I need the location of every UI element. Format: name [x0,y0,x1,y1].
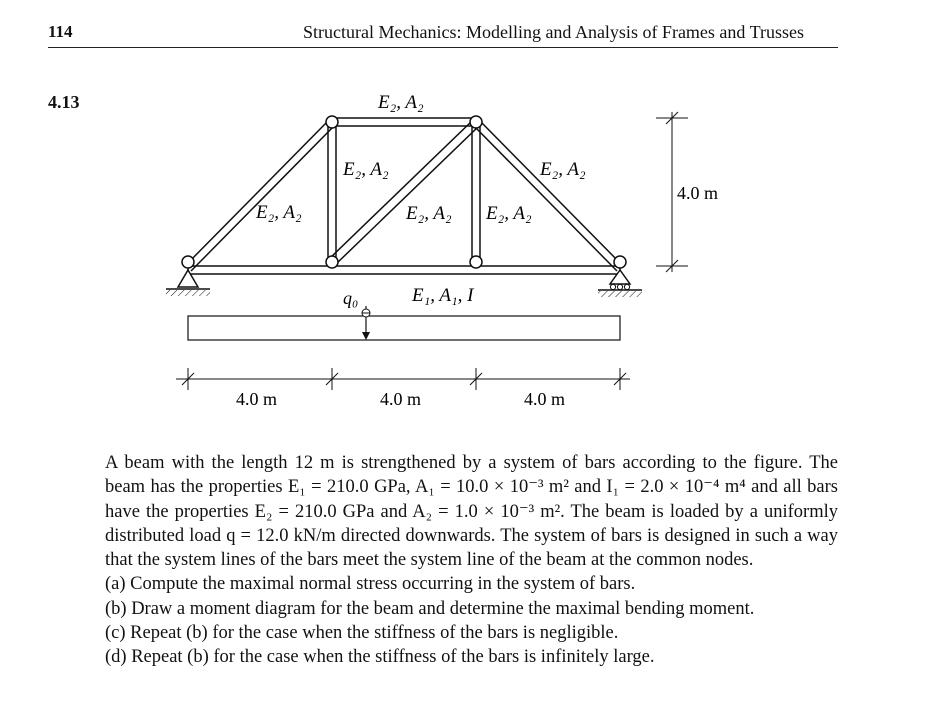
top-chord-label: E₂, A₂ [378,92,424,113]
left-vertical-bar [328,122,336,262]
hinge-node [326,256,338,268]
middle-diagonal-label: E₂, A₂ [406,203,452,224]
hinge-node [182,256,194,268]
hinge-node [326,116,338,128]
height-dimension-label: 4.0 m [677,183,719,203]
page-number: 114 [48,22,73,41]
beam-label: E₁, A₁, I [412,285,474,306]
right-vertical-bar [472,122,480,262]
distributed-load-block [188,316,620,340]
problem-part: (d) Repeat (b) for the case when the stiffness of the bars is infinitely large. [105,647,655,668]
hinge-node [470,116,482,128]
right-diagonal-bar [473,120,623,271]
problem-part: (b) Draw a moment diagram for the beam and determine the maximal bending moment. [105,598,755,619]
span-dimension-label: 4.0 m [524,389,566,409]
right-vertical-label: E₂, A₂ [486,203,532,224]
left-diagonal-bar [185,120,335,271]
middle-diagonal-bar [329,120,479,265]
hinge-node [614,256,626,268]
problem-statement: A beam with the length 12 m is strengthened by a system of bars according to the figure. The beam has the properties E₁ = 210.0 GPa, A₁ = 10.0 × 10⁻³ m² and I₁ = 2.0 × 10⁻⁴ m⁴ and all bars have the properties E₂ = 210.0 GPa and A₂ = 1.0 × 10⁻³ m². The beam is loaded by a uniformly distributed load q = 12.0 kN/m directed downwards. The system of bars is designed in such a way that the system lines of the bars meet the system line of the beam at the common nodes. [105,453,838,571]
right-diagonal-label: E₂, A₂ [540,159,586,180]
problem-number: 4.13 [48,92,80,112]
problem-part: (a) Compute the maximal normal stress occurring in the system of bars. [105,574,636,595]
load-label: q₀ [343,288,359,308]
problem-part: (c) Repeat (b) for the case when the stiffness of the bars is negligible. [105,623,619,644]
span-dimension-label: 4.0 m [236,389,278,409]
beam [188,266,620,274]
span-dimension-line [176,368,630,390]
problem-parts [105,572,838,669]
top-chord-bar [332,118,476,126]
hinge-node [470,256,482,268]
left-vertical-label: E₂, A₂ [343,159,389,180]
span-dimension-label: 4.0 m [380,389,422,409]
problem-text [105,451,838,670]
running-title: Structural Mechanics: Modelling and Analysis of Frames and Trusses [303,22,804,42]
left-diagonal-label: E₂, A₂ [256,202,302,223]
